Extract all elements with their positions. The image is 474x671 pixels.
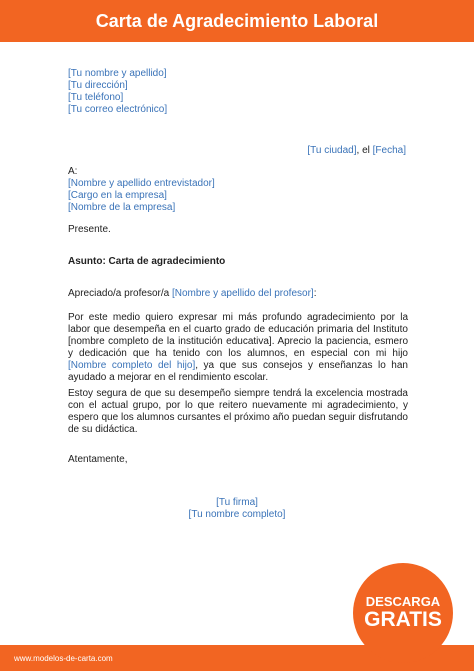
sender-email: [Tu correo electrónico]	[68, 104, 168, 115]
recipient-position: [Cargo en la empresa]	[68, 190, 167, 201]
paragraph-1-text-b: , ya que sus consejos y enseñanzas lo han ayudado a mejorar en el rendimiento escolar.	[68, 360, 408, 383]
salutation-suffix: :	[313, 288, 317, 299]
subject-line: Asunto: Carta de agradecimiento	[68, 256, 226, 267]
date-line	[307, 145, 406, 157]
date-separator: , el	[356, 145, 373, 156]
body-paragraph-2: Estoy segura de que su desempeño siempre tendrá la excelencia mostrada con el actual grupo, por lo que reitero nuevamente mi agradecimiento, y espero que los alumnos cursantes el próximo año puedan seguir disfrutando de su didáctica.	[68, 388, 408, 435]
recipient-to: A:	[68, 166, 78, 177]
child-name-placeholder: [Nombre completo del hijo]	[68, 360, 196, 371]
sender-block	[68, 68, 408, 116]
page-header	[0, 0, 474, 42]
body-paragraph-1	[68, 312, 408, 384]
recipient-block	[68, 166, 408, 214]
paragraph-1-text-a: Por este medio quiero expresar mi más profundo agradecimiento por la labor que desempeña en el cuarto grado de educación primaria del Instituto [nombre completo de la institución educativa]. Aprecio la paciencia, esmero y dedicación que ha tenido con los alumnos, en especial con mi hijo	[68, 312, 408, 359]
signature-block	[0, 497, 474, 521]
badge-line-1: DESCARGA	[365, 594, 441, 609]
recipient-name: [Nombre y apellido entrevistador]	[68, 178, 215, 189]
teacher-name-placeholder: [Nombre y apellido del profesor]	[171, 288, 314, 299]
download-free-badge[interactable]	[353, 563, 453, 663]
salutation-prefix: Apreciado/a profesor/a	[68, 288, 172, 299]
date-placeholder: [Fecha]	[372, 145, 406, 156]
sender-address: [Tu dirección]	[68, 80, 128, 91]
salutation	[68, 288, 408, 300]
closing-line: Atentamente,	[68, 454, 128, 465]
page-title: Carta de Agradecimiento Laboral	[95, 10, 379, 31]
city-placeholder: [Tu ciudad]	[307, 145, 357, 156]
full-name-placeholder: [Tu nombre completo]	[188, 509, 286, 520]
badge-line-2: GRATIS	[364, 608, 442, 631]
footer-url: www.modelos-de-carta.com	[14, 654, 113, 663]
recipient-company: [Nombre de la empresa]	[68, 202, 176, 213]
sender-phone: [Tu teléfono]	[68, 92, 124, 103]
signature-placeholder: [Tu firma]	[216, 497, 258, 508]
sender-name: [Tu nombre y apellido]	[68, 68, 167, 79]
presente-line: Presente.	[68, 224, 111, 235]
